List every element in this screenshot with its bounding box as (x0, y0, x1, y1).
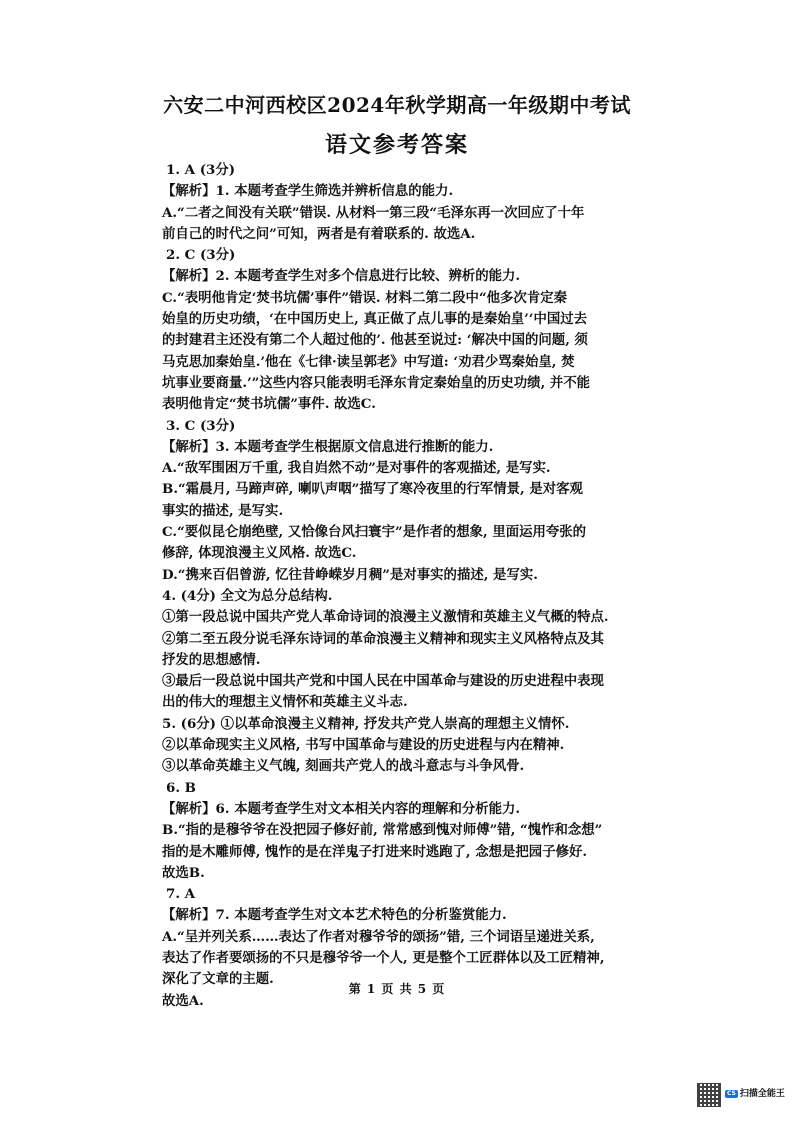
answer-line: 深化了文章的主题. (162, 971, 274, 988)
exam-title: 六安二中河西校区2024年秋学期高一年级期中考试 (163, 93, 631, 117)
answer-line: 7. A (166, 886, 196, 903)
answer-line: 【解析】1. 本题考查学生筛选并辨析信息的能力. (162, 183, 454, 200)
answer-line: 故选A. (162, 992, 204, 1009)
answer-line: 表明他肯定“焚书坑儒”事件. 故选C. (162, 396, 376, 413)
document-subtitle: 语文参考答案 (324, 132, 469, 158)
answer-line: 4. (4分) 全文为总分总结构. (162, 587, 333, 604)
answer-line: 【解析】6. 本题考查学生对文本相关内容的理解和分析能力. (162, 800, 521, 817)
answer-line: 抒发的思想感情. (162, 651, 261, 668)
cs-logo-icon: CS (727, 1090, 736, 1097)
answer-line: ②以革命现实主义风格, 书写中国革命与建设的历史进程与内在精神. (162, 737, 565, 754)
answer-line: ③最后一段总说中国共产党和中国人民在中国革命与建设的历史进程中表现 (162, 673, 604, 690)
answer-line: 【解析】2. 本题考查学生对多个信息进行比较、辨析的能力. (162, 268, 521, 285)
qr-code-icon (697, 1083, 721, 1107)
answer-line: 马克思加秦始皇.’他在《七律·读呈郭老》中写道: ‘劝君少骂秦始皇, 焚 (162, 353, 575, 370)
answer-line: ②第二至五段分说毛泽东诗词的革命浪漫主义精神和现实主义风格特点及其 (162, 630, 604, 647)
answer-line: 指的是木雕师傅, 愧怍的是在洋鬼子打进来时逃跑了, 念想是把园子修好. (162, 843, 588, 860)
answer-line: C.“要似昆仑崩绝壁, 又恰像台风扫寰宇”是作者的想象, 里面运用夸张的 (162, 524, 587, 541)
answer-line: 6. B (166, 779, 196, 796)
answer-line: A.“呈并列关系……表达了作者对穆爷爷的颂扬”错, 三个词语呈递进关系, (162, 928, 595, 945)
answer-line: D.“携来百侣曾游, 忆往昔峥嵘岁月稠”是对事实的描述, 是写实. (162, 566, 538, 583)
answer-line: 事实的描述, 是写实. (162, 502, 284, 519)
answer-line: C.“表明他肯定‘焚书坑儒’事件”错误. 材料二第二段中“他多次肯定秦 (162, 289, 567, 306)
answer-line: 表达了作者要颂扬的不只是穆爷爷一个人, 更是整个工匠群体以及工匠精神, (162, 949, 605, 966)
answer-line: B.“指的是穆爷爷在没把园子修好前, 常常感到愧对师傅”错, “愧怍和念想” (162, 822, 603, 839)
answer-line: A.“敌军围困万千重, 我自岿然不动”是对事件的客观描述, 是写实. (162, 460, 551, 477)
answer-line: 故选B. (162, 864, 205, 881)
answer-line: 2. C (3分) (166, 247, 236, 264)
answer-line: 【解析】7. 本题考查学生对文本艺术特色的分析鉴赏能力. (162, 907, 507, 924)
answer-line: 修辞, 体现浪漫主义风格. 故选C. (162, 545, 357, 562)
answer-line: ③以革命英雄主义气魄, 刻画共产党人的战斗意志与斗争风骨. (162, 758, 525, 775)
answer-line: 出的伟大的理想主义情怀和英雄主义斗志. (162, 694, 408, 711)
answer-line: 1. A (3分) (166, 162, 236, 178)
answer-line: A.“二者之间没有关联”错误. 从材料一第三段“毛泽东再一次回应了十年 (162, 204, 585, 221)
answer-line: 始皇的历史功绩，‘在中国历史上, 真正做了点儿事的是秦始皇’‘中国过去 (162, 311, 588, 328)
page-footer: 第 1 页 共 5 页 (348, 982, 446, 996)
answer-content (162, 160, 662, 1012)
answer-line: 3. C (3分) (166, 417, 236, 434)
scanner-brand (725, 1090, 785, 1101)
answer-line: 【解析】3. 本题考查学生根据原文信息进行推断的能力. (162, 438, 494, 455)
answer-line: ①第一段总说中国共产党人革命诗词的浪漫主义激情和英雄主义气概的特点. (162, 609, 609, 626)
scanner-name: 扫描全能王 (739, 1088, 785, 1099)
answer-line: 5. (6分) ①以革命浪漫主义精神, 抒发共产党人崇高的理想主义情怀. (162, 715, 570, 732)
answer-line: 前自己的时代之问”可知，两者是有着联系的. 故选A. (162, 225, 476, 242)
answer-line: 坑事业要商量.’”这些内容只能表明毛泽东肯定秦始皇的历史功绩, 并不能 (162, 374, 591, 391)
answer-line: 的封建君主还没有第二个人超过他的’. 他甚至说过: ‘解决中国的问题, 须 (162, 332, 588, 349)
scanner-watermark (697, 1083, 787, 1107)
answer-line: B.“霜晨月, 马蹄声碎, 喇叭声咽”描写了寒冷夜里的行军情景, 是对客观 (162, 481, 583, 498)
